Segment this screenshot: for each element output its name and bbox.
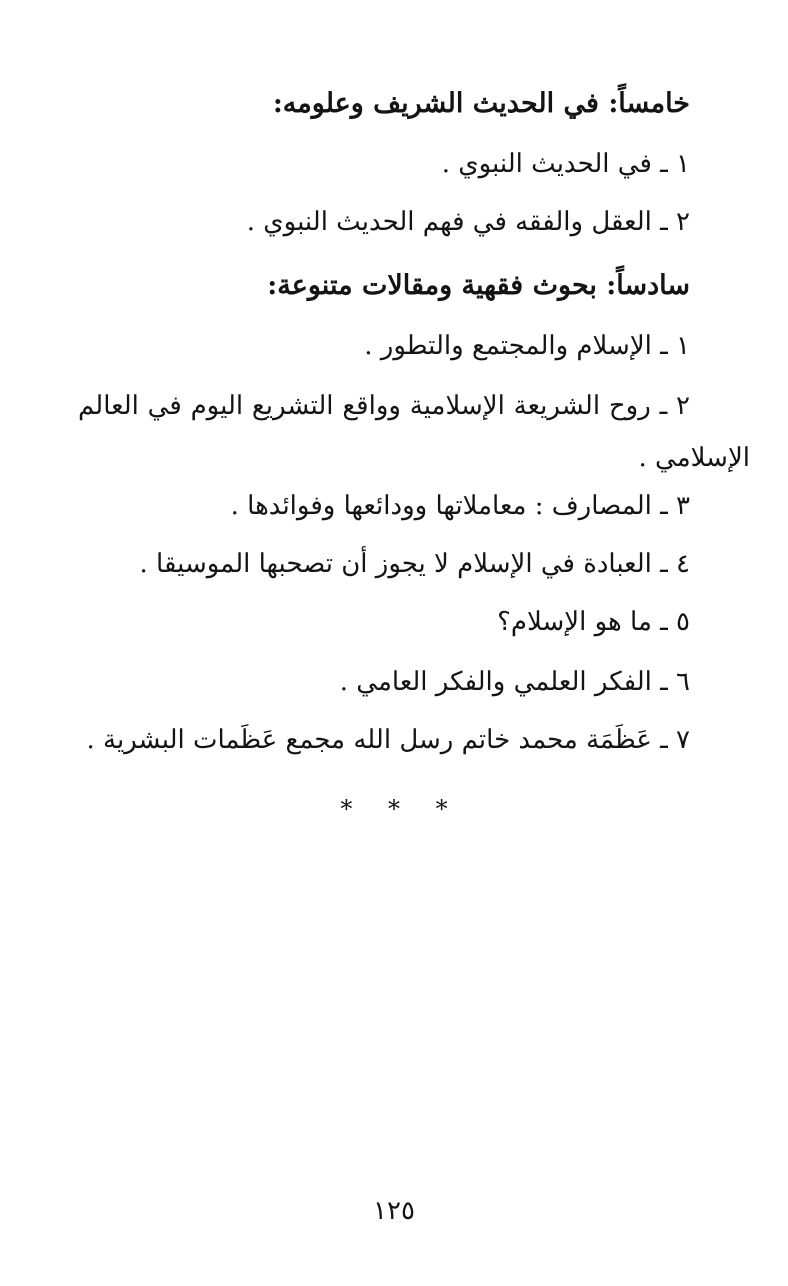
section-heading-5: خامساً: في الحديث الشريف وعلومه: — [272, 88, 690, 119]
separator-star: * — [388, 795, 400, 823]
list-item-6-2: ٢ ـ روح الشريعة الإسلامية وواقع التشريع اليوم في العالم الإسلامي . — [78, 391, 750, 473]
list-item-6-1: ١ ـ الإسلام والمجتمع والتطور . — [364, 331, 690, 361]
list-item-6-3: ٣ ـ المصارف : معاملاتها وودائعها وفوائدها . — [230, 491, 690, 521]
list-item-5-2: ٢ ـ العقل والفقه في فهم الحديث النبوي . — [246, 207, 690, 237]
list-item-6-6: ٦ ـ الفكر العلمي والفكر العامي . — [339, 667, 690, 697]
page-number: ١٢٥ — [373, 1196, 415, 1226]
separator-star: * — [435, 795, 448, 823]
list-item-6-7: ٧ ـ عَظَمَة محمد خاتم رسل الله مجمع عَظَمات البشرية . — [86, 725, 690, 755]
separator-star: * — [340, 795, 353, 823]
section-separator — [0, 792, 788, 826]
list-item-6-5: ٥ ـ ما هو الإسلام؟ — [497, 607, 690, 637]
section-heading-6: سادساً: بحوث فقهية ومقالات متنوعة: — [267, 270, 690, 301]
list-item-5-1: ١ ـ في الحديث النبوي . — [441, 149, 690, 179]
list-item-6-4: ٤ ـ العبادة في الإسلام لا يجوز أن تصحبها الموسيقا . — [139, 549, 690, 579]
